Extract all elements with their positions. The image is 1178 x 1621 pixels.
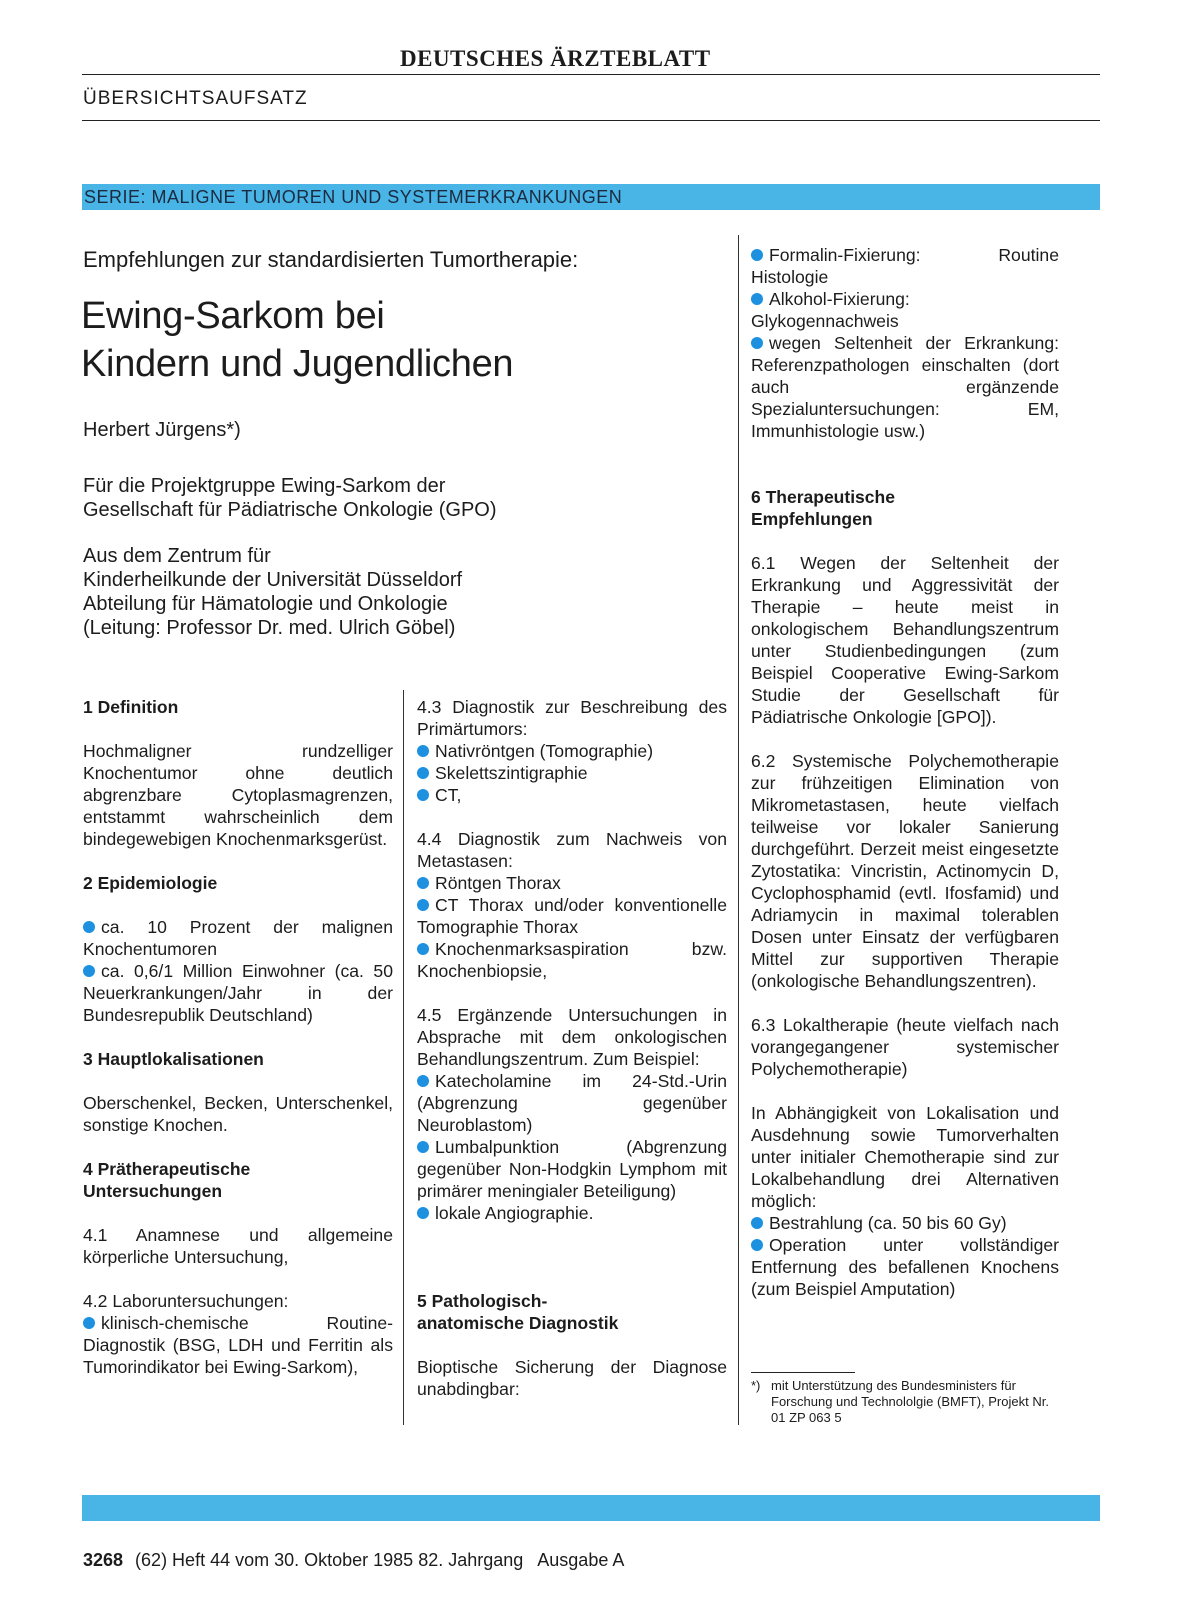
affiliation-origin [83,544,462,640]
issue-info: (62) Heft 44 vom 30. Oktober 1985 82. Jahrgang [135,1550,524,1570]
list-item: Röntgen Thorax [417,872,727,894]
heading-therapeutische: 6 Therapeutische Empfehlungen [751,487,895,529]
bullet-icon [751,249,763,261]
bottom-banner [82,1495,1100,1521]
bullet-icon [83,921,95,933]
footnote-rule [751,1372,855,1373]
bullet-icon [83,965,95,977]
column-rule-3 [738,235,739,1425]
list-item: Lumbalpunktion (Abgrenzung gegenüber Non-Hodgkin Lymphom mit primärer meningialer Beteiligung) [417,1137,727,1201]
list-item: klinisch-chemische Routine-Diagnostik (BSG, LDH und Ferritin als Tumorindikator bei Ewing-Sarkom), [83,1313,393,1377]
affiliation-group [83,474,497,522]
bullet-icon [417,767,429,779]
pathology-list [751,244,1059,442]
series-label: SERIE: MALIGNE TUMOREN UND SYSTEMERKRANKUNGEN [84,187,623,207]
edition: Ausgabe A [537,1550,625,1570]
article-title [81,292,513,388]
list-item: Operation unter vollständiger Entfernung des befallenen Knochens (zum Beispiel Amputation) [751,1235,1059,1299]
list-item: wegen Seltenheit der Erkrankung: Referenzpathologen einschalten (dort auch ergänzende Spezialuntersuchungen: EM, Immunhistologie usw.) [751,333,1059,441]
para-4-2: 4.2 Laboruntersuchungen: klinisch-chemische Routine-Diagnostik (BSG, LDH und Ferritin als Tumorindikator bei Ewing-Sarkom), [83,1291,393,1377]
list-item: Bestrahlung (ca. 50 bis 60 Gy) [751,1212,1059,1234]
bullet-icon [751,337,763,349]
column-rule-2 [403,690,404,1425]
page-footer [83,1550,624,1571]
list-item: Skelettszintigraphie [417,762,727,784]
para-5: Bioptische Sicherung der Diagnose unabdingbar: [417,1357,727,1399]
masthead-rule [82,74,1100,75]
bullet-icon [751,293,763,305]
heading-pathologisch: 5 Pathologisch- anatomische Diagnostik [417,1291,619,1333]
origin-line-3: Abteilung für Hämatologie und Onkologie [83,593,448,615]
bullet-icon [417,877,429,889]
para-6-4: In Abhängigkeit von Lokalisation und Ausdehnung sowie Tumorverhalten unter initialer Chemotherapie sind zur Lokalbehandlung drei Alternativen möglich: Bestrahlung (ca. 50 bis 60 Gy) Operation unter vollständiger Entfernung des befallenen Knochens (zum Beispiel Amputation) [751,1103,1059,1299]
column-2 [417,696,727,1400]
masthead: DEUTSCHES ÄRZTEBLATT [400,46,711,71]
header-rule [82,120,1100,121]
list-item: Katecholamine im 24-Std.-Urin (Abgrenzung gegenüber Neuroblastom) [417,1071,727,1135]
origin-line-4: (Leitung: Professor Dr. med. Ulrich Göbel) [83,617,456,639]
footnote-mark: *) [751,1378,761,1393]
para-4-3: 4.3 Diagnostik zur Beschreibung des Primärtumors: Nativröntgen (Tomographie) Skelettszintigraphie CT, [417,697,727,805]
para-4-1: 4.1 Anamnese und allgemeine körperliche Untersuchung, [83,1225,393,1267]
epidemiologie-list [83,916,393,1026]
bullet-icon [417,1141,429,1153]
bullet-icon [417,1075,429,1087]
list-item: CT, [417,784,727,806]
origin-line-1: Aus dem Zentrum für [83,545,271,567]
origin-line-2: Kinderheilkunde der Universität Düsseldorf [83,569,463,591]
list-item: CT Thorax und/oder konventionelle Tomographie Thorax [417,895,727,937]
para-4-4: 4.4 Diagnostik zum Nachweis von Metastasen: Röntgen Thorax CT Thorax und/oder konventionelle Tomographie Thorax Knochenmarksaspiration bzw. Knochenbiopsie, [417,829,727,981]
para-4-5: 4.5 Ergänzende Untersuchungen in Absprache mit dem onkologischen Behandlungszentrum. Zum Beispiel: Katecholamine im 24-Std.-Urin (Abgrenzung gegenüber Neuroblastom) Lumbalpunktion (Abgrenzung gegenüber Non-Hodgkin Lymphom mit primärer meningialer Beteiligung) lokale Angiographie. [417,1005,727,1223]
bullet-icon [417,943,429,955]
para-6-2: 6.2 Systemische Polychemotherapie zur frühzeitigen Elimination von Mikrometastasen, heute vielfach teilweise vor lokaler Sanierung durchgeführt. Derzeit meist eingesetzte Zytostatika: Vincristin, Actinomycin D, Cyclophosphamid (evtl. Ifosfamid) und Adriamycin in maximal tolerablen Dosen unter Einsatz der verfügbaren Mittel zur supportiven Therapie (onkologische Behandlungszentren). [751,751,1059,991]
bullet-icon [751,1239,763,1251]
heading-epidemiologie: 2 Epidemiologie [83,873,218,893]
group-line-1: Für die Projektgruppe Ewing-Sarkom der [83,475,446,497]
series-banner [82,184,1100,210]
bullet-icon [83,1317,95,1329]
author: Herbert Jürgens*) [83,419,241,441]
list-item: Formalin-Fixierung: Routine Histologie [751,245,1059,287]
bullet-icon [417,1207,429,1219]
footnote [751,1378,1059,1426]
column-3 [751,244,1059,1300]
bullet-icon [417,789,429,801]
list-item: Knochenmarksaspiration bzw. Knochenbiopsie, [417,939,727,981]
bullet-icon [417,745,429,757]
list-item: Nativröntgen (Tomographie) [417,740,727,762]
footnote-text: mit Unterstützung des Bundesministers für Forschung und Technololgie (BMFT), Projekt Nr. 01 ZP 063 5 [771,1378,1049,1425]
column-1 [83,696,393,1378]
definition-text: Hochmaligner rundzelliger Knochentumor ohne deutlich abgrenzbare Cytoplasmagrenzen, entstammt wahrscheinlich dem bindegewebigen Knochenmarksgerüst. [83,741,393,849]
heading-hauptlokalisationen: 3 Hauptlokalisationen [83,1049,264,1069]
page-number: 3268 [83,1550,124,1570]
title-line-1: Ewing-Sarkom bei [81,295,385,337]
article-kicker: Empfehlungen zur standardisierten Tumortherapie: [83,247,579,272]
heading-praetherapeutische: 4 Prätherapeutische Untersuchungen [83,1159,251,1201]
heading-definition: 1 Definition [83,697,179,717]
bullet-icon [417,899,429,911]
list-item: Alkohol-Fixierung: Glykogennachweis [751,289,910,331]
title-line-2: Kindern und Jugendlichen [81,343,514,385]
para-6-3: 6.3 Lokaltherapie (heute vielfach nach vorangegangener systemischer Polychemotherapie) [751,1015,1059,1079]
para-6-1: 6.1 Wegen der Seltenheit der Erkrankung und Aggressivität der Therapie – heute meist in onkologischem Behandlungszentrum unter Studienbedingungen (zum Beispiel Cooperative Ewing-Sarkom Studie der Gesellschaft für Pädiatrische Onkologie [GPO]). [751,553,1059,727]
list-item: ca. 10 Prozent der malignen Knochentumoren [83,917,393,959]
list-item: ca. 0,6/1 Million Einwohner (ca. 50 Neuerkrankungen/Jahr in der Bundesrepublik Deutschland) [83,961,393,1025]
list-item: lokale Angiographie. [417,1202,727,1224]
bullet-icon [751,1217,763,1229]
hauptlokalisationen-text: Oberschenkel, Becken, Unterschenkel, sonstige Knochen. [83,1093,393,1135]
group-line-2: Gesellschaft für Pädiatrische Onkologie (GPO) [83,499,497,521]
section-label: ÜBERSICHTSAUFSATZ [83,88,308,109]
